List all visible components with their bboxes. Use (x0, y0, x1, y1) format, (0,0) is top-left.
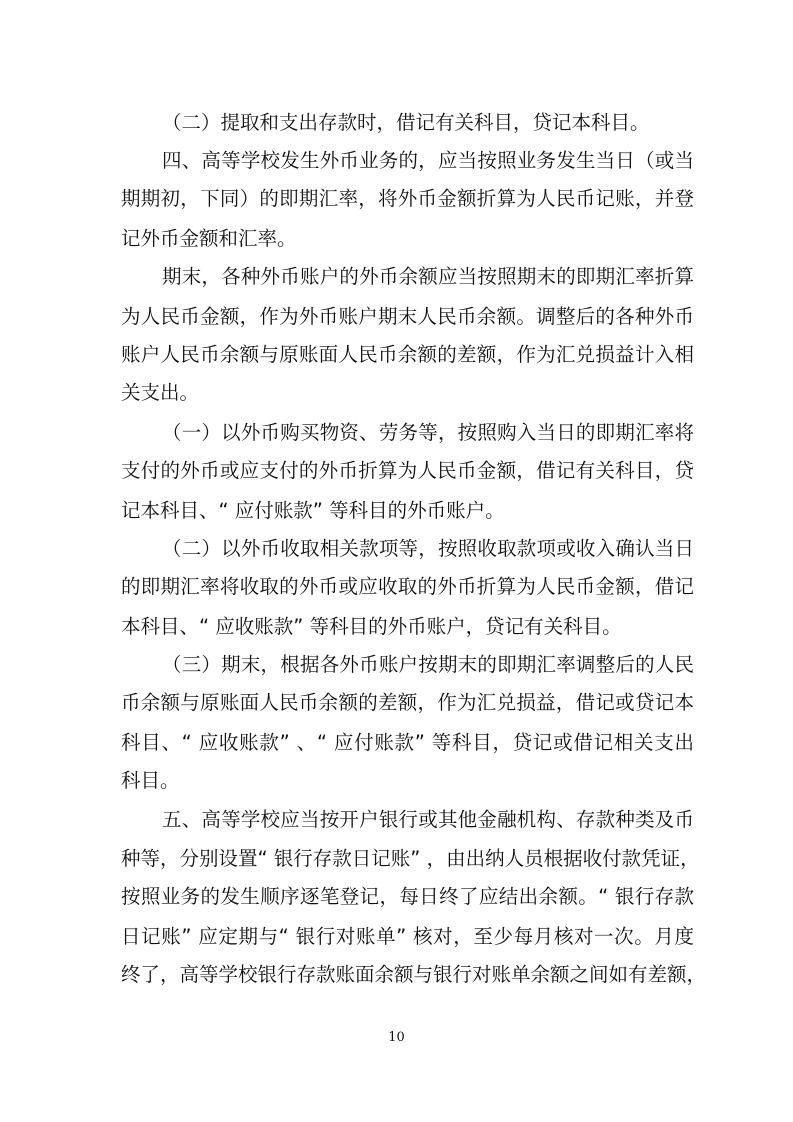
text-line: 期末，各种外币账户的外币余额应当按照期末的即期汇率折算 (162, 265, 694, 288)
text-line: （三）期末，根据各外币账户按期末的即期汇率调整后的人民 (162, 653, 694, 676)
text-line: 五、高等学校应当按开户银行或其他金融机构、存款种类及币 (162, 808, 694, 831)
text-line: 日记账” 应定期与“ 银行对账单” 核对，至少每月核对一次。月度 (121, 925, 694, 948)
text-line: 账户人民币余额与原账面人民币余额的差额，作为汇兑损益计入相 (121, 343, 694, 366)
text-line: 本科目、“ 应收账款” 等科目的外币账户，贷记有关科目。 (121, 615, 622, 638)
text-line: （二）以外币收取相关款项等，按照收取款项或收入确认当日 (162, 537, 694, 560)
text-line: 记外币金额和汇率。 (121, 227, 297, 250)
text-line: 按照业务的发生顺序逐笔登记，每日终了应结出余额。“ 银行存款 (121, 885, 694, 908)
text-line: 终了，高等学校银行存款账面余额与银行对账单余额之间如有差额， (121, 963, 707, 986)
text-line: 种等，分别设置“ 银行存款日记账” ，由出纳人员根据收付款凭证， (121, 847, 700, 870)
text-line: 的即期汇率将收取的外币或应收取的外币折算为人民币金额，借记 (121, 575, 694, 598)
text-line: 科目、“ 应收账款” 、“ 应付账款” 等科目，贷记或借记相关支出 (121, 731, 694, 754)
text-line: 科目。 (121, 769, 180, 792)
text-line: （二）提取和支出存款时，借记有关科目，贷记本科目。 (162, 111, 650, 134)
text-line: 支付的外币或应支付的外币折算为人民币金额，借记有关科目，贷 (121, 459, 694, 482)
text-line: 记本科目、“ 应付账款” 等科目的外币账户。 (121, 499, 505, 522)
text-line: 四、高等学校发生外币业务的，应当按照业务发生当日（或当 (162, 149, 694, 172)
text-line: 期期初，下同）的即期汇率，将外币金额折算为人民币记账，并登 (121, 187, 694, 210)
text-line: 币余额与原账面人民币余额的差额，作为汇兑损益，借记或贷记本 (121, 691, 694, 714)
page-number: 10 (388, 1030, 405, 1045)
text-line: 为人民币金额，作为外币账户期末人民币余额。调整后的各种外币 (121, 305, 694, 328)
text-line: （一）以外币购买物资、劳务等，按照购入当日的即期汇率将 (162, 421, 694, 444)
text-line: 关支出。 (121, 381, 200, 404)
